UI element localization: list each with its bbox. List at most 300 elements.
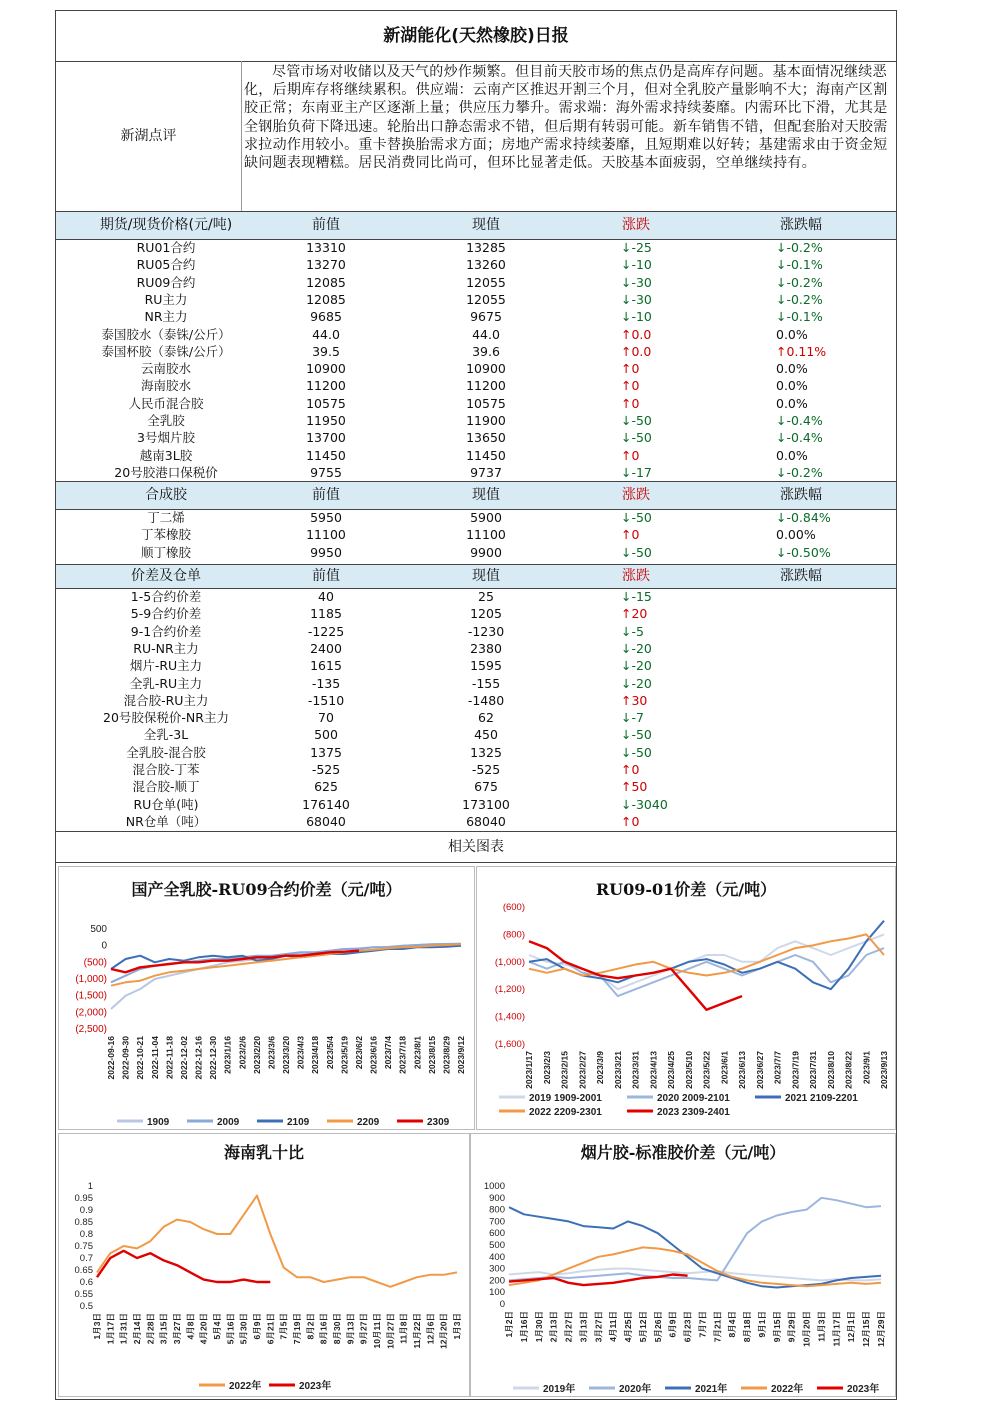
change-pct: 0.0% (776, 326, 808, 342)
row-label: 混合胶-丁苯 (132, 762, 200, 777)
prev-value: 9685 (310, 309, 342, 325)
curr-value: 173100 (462, 796, 510, 812)
legend-label: 1909 (147, 1117, 170, 1128)
change-value: ↓-10 (621, 309, 652, 325)
x-tick-label: 2022-12-02 (178, 1036, 189, 1080)
series-line (509, 1198, 881, 1281)
change-pct: 0.00% (776, 527, 816, 543)
legend-label: 2109 (287, 1117, 310, 1128)
header-cell: 涨跌幅 (780, 487, 822, 503)
prev-value: 44.0 (312, 326, 340, 342)
x-tick-label: 6月21日 (265, 1313, 276, 1345)
y-tick-label: 100 (489, 1287, 505, 1299)
x-tick-label: 5月16日 (225, 1313, 236, 1345)
change-value: ↓-50 (621, 510, 652, 525)
table-row (56, 675, 896, 692)
x-tick-label: 3月27日 (593, 1311, 604, 1343)
change-pct: 0.0% (776, 447, 808, 463)
row-label: RU仓单(吨) (133, 796, 199, 812)
curr-value: 62 (478, 710, 494, 726)
header-cell: 现值 (472, 217, 500, 233)
header-cell: 价差及仓单 (131, 568, 201, 584)
row-label: 越南3L胶 (139, 447, 193, 463)
x-tick-label: 2023/8/1 (412, 1036, 423, 1070)
curr-value: 13285 (466, 240, 506, 255)
x-tick-label: 5月12日 (637, 1311, 648, 1343)
x-tick-label: 2023/2/20 (251, 1036, 262, 1074)
header-cell: 期货/现货价格(元/吨) (99, 217, 233, 233)
change-pct: ↓-0.1% (776, 257, 823, 273)
curr-value: 25 (478, 589, 494, 604)
x-tick-label: 6月9日 (252, 1313, 262, 1340)
chart-svg (59, 1134, 469, 1396)
y-tick-label: 500 (90, 924, 107, 935)
table-row (56, 464, 896, 481)
x-tick-label: 2022-11-04 (149, 1036, 160, 1080)
x-tick-label: 12月1日 (846, 1311, 857, 1343)
table-row (56, 239, 896, 256)
x-tick-label: 2023/6/27 (754, 1051, 765, 1089)
x-tick-label: 2023/1/17 (524, 1051, 534, 1089)
change-pct: ↓-0.50% (776, 544, 831, 560)
header-cell: 现值 (472, 568, 500, 584)
curr-value: 1325 (470, 744, 502, 760)
y-tick-label: 0.9 (79, 1205, 93, 1216)
header-cell: 涨跌 (622, 568, 650, 584)
y-tick-label: 0 (499, 1299, 505, 1310)
header-cell: 合成胶 (145, 487, 187, 503)
x-tick-label: 2月14日 (132, 1313, 142, 1345)
x-tick-label: 2022-12-30 (208, 1036, 219, 1080)
curr-value: 39.6 (472, 343, 500, 359)
y-tick-label: 0.55 (74, 1289, 93, 1300)
chart-title: RU09-01价差（元/吨） (595, 880, 777, 899)
change-value: ↓-5 (621, 623, 644, 639)
table-row (56, 256, 896, 273)
x-tick-label: 2023/7/4 (383, 1036, 394, 1070)
change-value: ↓-50 (621, 744, 652, 760)
prev-value: 68040 (306, 813, 346, 829)
curr-value: 11200 (466, 378, 506, 394)
x-tick-label: 8月4日 (727, 1311, 738, 1338)
y-tick-label: 0.75 (74, 1241, 93, 1252)
change-value: ↓-50 (621, 544, 652, 560)
table-row (56, 395, 896, 412)
x-tick-label: 2023/5/22 (701, 1051, 712, 1089)
legend-label: 2021年 (695, 1384, 728, 1395)
x-tick-label: 8月30日 (332, 1313, 342, 1345)
prev-value: -525 (311, 762, 341, 777)
curr-value: 11900 (466, 413, 506, 428)
curr-value: 450 (474, 727, 498, 743)
row-label: 全乳-3L (143, 727, 189, 743)
header-cell: 前值 (312, 568, 340, 584)
change-value: ↓-10 (621, 257, 652, 273)
change-value: ↓-17 (621, 464, 652, 480)
prev-value: 40 (318, 589, 334, 604)
legend-label: 2021 2109-2201 (785, 1093, 858, 1104)
change-value: ↓-20 (621, 658, 652, 674)
change-pct: 0.0% (776, 361, 808, 377)
curr-value: 10575 (466, 395, 506, 411)
curr-value: 68040 (466, 813, 506, 829)
table-header (56, 564, 896, 589)
x-tick-label: 9月13日 (345, 1313, 356, 1345)
y-tick-label: 700 (489, 1216, 505, 1228)
table-row (56, 623, 896, 640)
x-tick-label: 2023/5/19 (339, 1036, 350, 1074)
row-label: NR仓单（吨） (125, 813, 207, 829)
table-row (56, 447, 896, 464)
x-tick-label: 7月21日 (712, 1311, 723, 1343)
x-tick-label: 11月3日 (816, 1311, 827, 1342)
header-cell: 现值 (472, 487, 500, 503)
change-value: ↑0.0 (621, 326, 652, 342)
prev-value: 12085 (306, 291, 346, 307)
header-cell: 涨跌幅 (780, 217, 822, 233)
legend-label: 2309 (427, 1117, 450, 1128)
x-tick-label: 2022-09-30 (120, 1036, 131, 1080)
chart-title: 海南乳十比 (223, 1143, 304, 1162)
change-pct: ↓-0.4% (776, 430, 823, 446)
x-tick-label: 2023/8/15 (426, 1036, 437, 1074)
table-row (56, 326, 896, 343)
x-tick-label: 2022-09-16 (106, 1036, 116, 1080)
change-pct: ↓-0.2% (776, 274, 823, 290)
change-pct: 0.0% (776, 378, 808, 394)
y-tick-label: (1,500) (75, 990, 107, 1002)
row-label: RU05合约 (136, 257, 196, 273)
x-tick-label: 1月3日 (452, 1313, 462, 1340)
change-pct: 0.0% (776, 395, 808, 411)
report-title: 新湖能化(天然橡胶)日报 (56, 11, 896, 62)
curr-value: 11100 (466, 527, 506, 543)
x-tick-label: 12月15日 (861, 1311, 872, 1347)
prev-value: -135 (311, 675, 341, 691)
x-tick-label: 2023/7/31 (808, 1051, 818, 1089)
table-row (56, 813, 896, 830)
x-tick-label: 9月15日 (771, 1311, 782, 1343)
x-tick-label: 2023/3/20 (281, 1036, 291, 1074)
x-tick-label: 8月2日 (305, 1313, 316, 1340)
series-line (509, 1207, 881, 1287)
header-cell: 前值 (312, 217, 340, 233)
table-row (56, 343, 896, 360)
x-tick-label: 4月8日 (185, 1313, 196, 1340)
x-tick-label: 2023/3/31 (630, 1051, 641, 1089)
y-tick-label: 900 (489, 1192, 505, 1204)
legend-label: 2020年 (619, 1384, 652, 1395)
prev-value: 13700 (306, 430, 346, 446)
table-row (56, 377, 896, 394)
row-label: 丁二烯 (147, 510, 185, 525)
x-tick-label: 2023/8/10 (825, 1051, 836, 1089)
y-tick-label: 600 (489, 1228, 505, 1240)
x-tick-label: 12月6日 (425, 1313, 436, 1345)
prev-value: 12085 (306, 274, 346, 290)
prev-value: 1185 (310, 606, 342, 622)
x-tick-label: 3月13日 (578, 1311, 589, 1343)
x-tick-label: 2022-10-21 (135, 1036, 146, 1080)
legend-label: 2023年 (847, 1384, 880, 1395)
curr-value: -1480 (467, 692, 505, 708)
series-line (97, 1251, 270, 1282)
row-label: 丁苯橡胶 (140, 527, 191, 543)
x-tick-label: 4月20日 (198, 1313, 209, 1345)
row-label: 全乳胶 (147, 413, 185, 428)
row-label: 云南胶水 (140, 361, 191, 377)
change-value: ↑20 (621, 606, 648, 622)
prev-value: 13270 (306, 257, 346, 273)
x-tick-label: 2023/2/27 (577, 1051, 588, 1089)
change-value: ↑0 (621, 813, 640, 829)
change-value: ↑0 (621, 527, 640, 543)
row-label: RU-NR主力 (133, 640, 199, 656)
row-label: 烟片-RU主力 (129, 658, 203, 674)
header-cell: 涨跌幅 (780, 568, 822, 584)
x-tick-label: 7月5日 (278, 1313, 289, 1340)
x-tick-label: 2023/8/22 (843, 1051, 854, 1089)
chart-title: 国产全乳胶-RU09合约价差（元/吨） (131, 880, 402, 899)
change-pct: ↓-0.2% (776, 291, 823, 307)
x-tick-label: 2023/4/13 (648, 1051, 659, 1089)
change-value: ↑0 (621, 395, 640, 411)
change-value: ↑30 (621, 692, 648, 708)
x-tick-label: 2023/3/6 (266, 1036, 277, 1070)
x-tick-label: 4月11日 (608, 1311, 619, 1342)
change-value: ↑50 (621, 779, 648, 795)
row-label: 1-5合约价差 (130, 589, 202, 604)
x-tick-label: 12月29日 (876, 1311, 886, 1347)
y-tick-label: 0.65 (74, 1265, 93, 1276)
curr-value: 13260 (466, 257, 506, 273)
x-tick-label: 6月23日 (682, 1311, 693, 1343)
table-row (56, 544, 896, 561)
curr-value: 12055 (466, 291, 506, 307)
x-tick-label: 2023/6/1 (719, 1051, 730, 1085)
table-row (56, 796, 896, 813)
curr-value: 44.0 (472, 326, 500, 342)
curr-value: 1595 (470, 658, 502, 674)
y-tick-label: 0.5 (79, 1301, 93, 1312)
x-tick-label: 2023/7/7 (772, 1051, 783, 1085)
table-row (56, 761, 896, 778)
row-label: 顺丁橡胶 (140, 544, 191, 560)
prev-value: 2400 (310, 640, 342, 656)
legend-label: 2009 (217, 1117, 240, 1128)
x-tick-label: 11月22日 (412, 1313, 422, 1349)
table-row (56, 605, 896, 622)
x-tick-label: 2022-11-18 (164, 1036, 175, 1080)
x-tick-label: 9月29日 (786, 1311, 797, 1343)
prev-value: 9755 (310, 464, 342, 480)
change-value: ↓-50 (621, 430, 652, 446)
row-label: 5-9合约价差 (130, 606, 202, 622)
x-tick-label: 2023/1/16 (222, 1036, 233, 1074)
x-tick-label: 4月25日 (623, 1311, 634, 1343)
table-header (56, 211, 896, 240)
row-label: 9-1合约价差 (130, 623, 202, 639)
x-tick-label: 3月15日 (158, 1313, 169, 1345)
change-value: ↑0 (621, 762, 640, 777)
change-pct: ↓-0.2% (776, 240, 823, 255)
legend-label: 2023 2309-2401 (657, 1107, 730, 1118)
y-tick-label: 0.8 (79, 1229, 93, 1240)
x-tick-label: 10月20日 (801, 1311, 812, 1347)
x-tick-label: 8月18日 (742, 1311, 753, 1343)
prev-value: 70 (318, 710, 334, 726)
curr-value: 9737 (470, 464, 502, 480)
x-tick-label: 10月27日 (385, 1313, 396, 1349)
legend-label: 2023年 (299, 1381, 332, 1392)
x-tick-label: 2023/5/10 (683, 1051, 694, 1089)
change-value: ↑0 (621, 378, 640, 394)
y-tick-label: 0.85 (74, 1217, 93, 1228)
chart-svg (59, 867, 474, 1129)
y-tick-label: (2,500) (75, 1024, 107, 1035)
header-cell: 涨跌 (622, 487, 650, 503)
x-tick-label: 3月27日 (172, 1313, 182, 1345)
x-tick-label: 5月30日 (238, 1313, 249, 1345)
legend-label: 2022年 (771, 1384, 804, 1395)
prev-value: -1510 (307, 692, 345, 708)
x-tick-label: 2023/3/21 (612, 1051, 623, 1089)
curr-value: 11450 (466, 447, 506, 463)
change-value: ↓-50 (621, 727, 652, 743)
curr-value: 9900 (470, 544, 502, 560)
row-label: NR主力 (144, 309, 188, 325)
row-label: 泰国杯胶（泰铢/公斤） (101, 343, 231, 359)
x-tick-label: 2023/6/13 (737, 1051, 747, 1089)
x-tick-label: 2023/3/9 (595, 1051, 605, 1085)
x-tick-label: 7月19日 (292, 1313, 302, 1345)
prev-value: 625 (314, 779, 338, 795)
change-value: ↑0.0 (621, 343, 652, 359)
curr-value: 9675 (470, 309, 502, 325)
change-pct: ↓-0.4% (776, 413, 823, 428)
comment-label: 新湖点评 (56, 61, 242, 211)
row-label: 海南胶水 (140, 378, 191, 394)
change-value: ↓-7 (621, 710, 644, 726)
x-tick-label: 2023/4/3 (295, 1036, 306, 1070)
row-label: 20号胶保税价-NR主力 (103, 710, 229, 726)
change-value: ↓-30 (621, 274, 652, 290)
row-label: 20号胶港口保税价 (114, 464, 218, 480)
row-label: 3号烟片胶 (137, 430, 195, 446)
y-tick-label: 800 (489, 1204, 505, 1216)
y-tick-label: (1,000) (494, 956, 525, 968)
x-tick-label: 2月27日 (563, 1311, 574, 1343)
table-row (56, 640, 896, 657)
table-header (56, 481, 896, 510)
x-tick-label: 8月16日 (318, 1313, 329, 1345)
table-row (56, 526, 896, 543)
x-tick-label: 2023/5/4 (324, 1036, 335, 1070)
prev-value: 11450 (306, 447, 346, 463)
chart-ru09-01-spread (476, 866, 896, 1130)
row-label: 全乳胶-混合胶 (126, 744, 206, 760)
daily-report-sheet (55, 10, 897, 1400)
y-tick-label: (1,400) (494, 1011, 525, 1023)
table-row (56, 360, 896, 377)
x-tick-label: 1月31日 (118, 1313, 129, 1345)
x-tick-label: 10月11日 (372, 1313, 382, 1349)
y-tick-label: 200 (489, 1275, 505, 1287)
prev-value: 39.5 (312, 343, 340, 359)
y-tick-label: (1,200) (494, 984, 525, 996)
y-tick-label: (1,600) (494, 1039, 525, 1050)
curr-value: 12055 (466, 274, 506, 290)
table-row (56, 412, 896, 429)
change-value: ↓-3040 (621, 796, 668, 812)
y-tick-label: (2,000) (75, 1007, 107, 1019)
change-pct: ↓-0.1% (776, 309, 823, 325)
table-row (56, 692, 896, 709)
x-tick-label: 1月30日 (533, 1311, 544, 1343)
legend-label: 2022 2209-2301 (529, 1107, 602, 1118)
table-row (56, 709, 896, 726)
change-value: ↓-20 (621, 640, 652, 656)
header-cell: 涨跌 (622, 217, 650, 233)
x-tick-label: 2023/6/16 (368, 1036, 379, 1074)
chart-svg (477, 867, 895, 1129)
table-row (56, 744, 896, 761)
x-tick-label: 2月13日 (548, 1311, 559, 1343)
prev-value: 5950 (310, 510, 342, 525)
table-row (56, 588, 896, 605)
table-row (56, 308, 896, 325)
prev-value: 10575 (306, 395, 346, 411)
prev-value: 13310 (306, 240, 346, 255)
y-tick-label: (1,000) (75, 974, 107, 985)
x-tick-label: 6月9日 (667, 1311, 678, 1338)
chart-hainan-latex-ratio (58, 1133, 470, 1397)
x-tick-label: 2023/4/25 (666, 1051, 676, 1089)
y-tick-label: 1000 (483, 1181, 505, 1192)
change-value: ↑0 (621, 361, 640, 377)
x-tick-label: 2月28日 (145, 1313, 156, 1345)
x-tick-label: 2023/2/3 (541, 1051, 552, 1085)
x-tick-label: 1月16日 (518, 1311, 529, 1343)
y-tick-label: 1 (87, 1181, 93, 1192)
change-value: ↓-30 (621, 291, 652, 307)
series-line (97, 1196, 457, 1287)
x-tick-label: 2023/8/29 (441, 1036, 452, 1074)
y-tick-label: 0.7 (79, 1253, 93, 1264)
x-tick-label: 2023/9/13 (879, 1051, 889, 1089)
x-tick-label: 2023/9/12 (456, 1036, 466, 1074)
curr-value: 1205 (470, 606, 502, 622)
table-row (56, 726, 896, 743)
row-label: 全乳-RU主力 (129, 675, 203, 691)
row-label: 混合胶-RU主力 (123, 692, 209, 708)
x-tick-label: 5月4日 (212, 1313, 222, 1340)
prev-value: 1615 (310, 658, 342, 674)
table-row (56, 657, 896, 674)
x-tick-label: 2022-12-16 (193, 1036, 204, 1080)
y-tick-label: (500) (83, 957, 107, 969)
curr-value: -1230 (467, 623, 505, 639)
prev-value: 11200 (306, 378, 346, 394)
chart-latex-ru09-spread (58, 866, 475, 1130)
y-tick-label: 400 (489, 1251, 505, 1263)
curr-value: 10900 (466, 361, 506, 377)
table-row (56, 509, 896, 526)
curr-value: -155 (471, 675, 501, 691)
y-tick-label: 300 (489, 1263, 505, 1275)
prev-value: 11100 (306, 527, 346, 543)
table-row (56, 429, 896, 446)
